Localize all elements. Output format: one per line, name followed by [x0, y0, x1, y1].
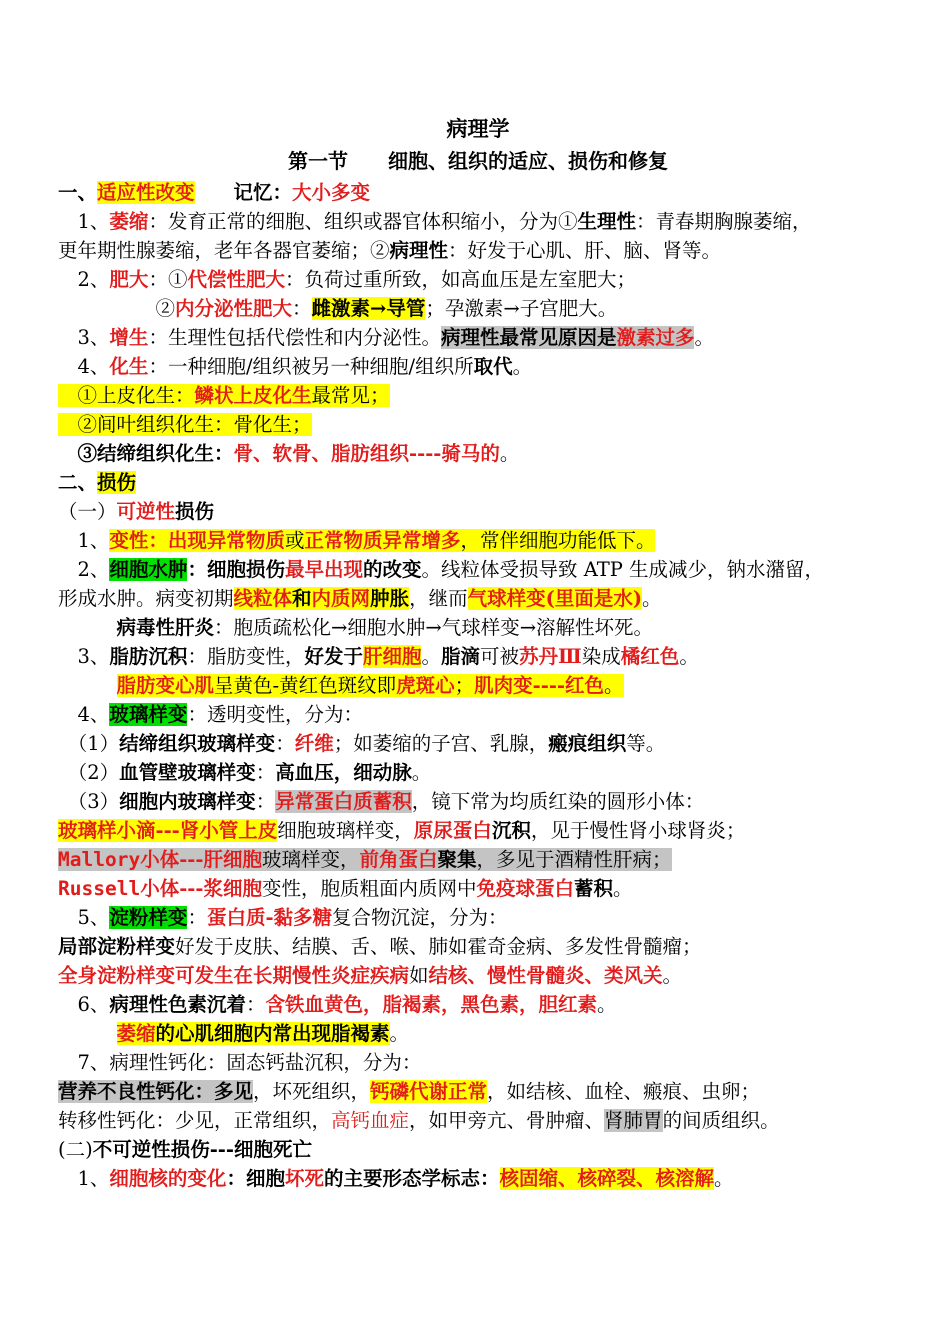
text-run: 3、 [58, 326, 110, 349]
text-run: 气球样变(里面是水) [467, 587, 643, 610]
text-run: Russell [58, 877, 141, 900]
text-run: ；如萎缩的子宫、乳腺， [333, 732, 549, 755]
text-run: ，多见于酒精性肝病； [476, 848, 672, 871]
text-run: ：生理性包括代偿性和内分泌性。 [148, 326, 441, 349]
text-line [58, 468, 898, 497]
text-line [58, 352, 898, 381]
text-run [58, 1022, 117, 1045]
text-run: 蓄积 [574, 877, 614, 900]
text-line [58, 671, 898, 700]
text-run: 血管壁玻璃样变 [119, 761, 256, 784]
text-line [58, 555, 898, 584]
text-run: 肾肺胃 [604, 1109, 663, 1132]
text-run: 线粒体 [233, 587, 293, 610]
text-run: ： [226, 1167, 246, 1190]
text-run: 细胞 [245, 1167, 285, 1190]
text-run: 。 [512, 355, 533, 378]
text-line [58, 787, 898, 816]
text-line [58, 642, 898, 671]
text-run: 大小多变 [292, 181, 371, 204]
text-run: 病理性 [389, 239, 449, 262]
text-run: 肌肉变----红色 [474, 674, 605, 697]
page-title: 病理学 [446, 116, 510, 141]
text-run: 2、 [58, 268, 110, 291]
text-line [58, 294, 898, 323]
text-run: ，如甲旁亢、骨肿瘤、 [409, 1109, 605, 1132]
text-run: 变性：出现异常物质 [109, 529, 285, 552]
text-run: 不可逆性损伤---细胞死亡 [92, 1138, 312, 1161]
text-run: 细胞玻璃样变， [277, 819, 414, 842]
text-run: 正常物质异常增多 [304, 529, 461, 552]
text-line [58, 584, 898, 613]
text-run: 。 [642, 587, 662, 610]
text-run: 4、 [58, 703, 110, 726]
text-run: 肝细胞 [203, 848, 262, 871]
text-run: 高血压，细动脉 [275, 761, 412, 784]
text-run: 肝细胞 [362, 645, 422, 668]
text-run: 4、 [58, 355, 110, 378]
text-run: 等。 [626, 732, 666, 755]
text-run: 和 [292, 587, 312, 610]
text-line [58, 903, 898, 932]
text-run: 。 [604, 674, 624, 697]
text-run: 橘红色 [620, 645, 680, 668]
text-line [58, 758, 898, 787]
text-run: （2） [58, 761, 120, 784]
text-run: 细胞内玻璃样变 [119, 790, 256, 813]
text-line [58, 526, 898, 555]
text-line [58, 265, 898, 294]
text-run: 小体--- [140, 877, 204, 900]
text-run: 纤维 [294, 732, 334, 755]
text-run: 如 [409, 964, 429, 987]
text-run: 。 [679, 645, 699, 668]
text-run: 细胞核的变化 [109, 1167, 227, 1190]
text-line [58, 497, 898, 526]
text-run: 二、 [58, 471, 98, 494]
text-run: 。 [499, 442, 520, 465]
text-run: ①上皮化生： [58, 384, 195, 407]
text-line [58, 1135, 898, 1164]
text-run: 高钙血症 [331, 1109, 410, 1132]
text-run: ：胞质疏松化→细胞水肿→气球样变→溶解性坏死。 [214, 616, 654, 639]
text-line [58, 1106, 898, 1135]
text-run: 损伤 [175, 500, 215, 523]
text-run: 。 [662, 964, 683, 987]
text-run: 的心肌细胞内常出现脂褐素 [155, 1022, 390, 1045]
text-run: 转移性钙化：少见，正常组织， [58, 1109, 332, 1132]
text-run: 。 [714, 1167, 734, 1190]
text-run: 细胞水肿 [109, 558, 188, 581]
text-run: 雌激素→导管 [311, 297, 426, 320]
text-run: ： [187, 558, 207, 581]
text-run: 1、 [58, 529, 110, 552]
text-run: 取代 [473, 355, 513, 378]
text-line [58, 990, 898, 1019]
text-run: ，坏死组织， [253, 1080, 371, 1103]
text-run: （3） [58, 790, 120, 813]
text-run: 玻璃样变 [109, 703, 188, 726]
text-run: 5、 [58, 906, 110, 929]
text-run: Mallory [58, 848, 141, 871]
text-run: ② [58, 297, 176, 320]
text-run: 脂肪变心肌 [116, 674, 215, 697]
text-run: 增生 [109, 326, 149, 349]
text-line [58, 845, 898, 874]
text-run: 3、 [58, 645, 110, 668]
text-line [58, 236, 898, 265]
text-run: ：透明变性，分为： [187, 703, 363, 726]
text-line [58, 932, 898, 961]
text-line [58, 874, 898, 903]
text-line [58, 381, 898, 410]
text-run: 病毒性肝炎 [116, 616, 215, 639]
text-run: ：一种细胞/组织被另一种细胞/组织所 [148, 355, 474, 378]
text-run: 核固缩、核碎裂、核溶解 [499, 1167, 715, 1190]
text-run: ： [292, 297, 312, 320]
section-title: 第一节 细胞、组织的适应、损伤和修复 [288, 149, 668, 173]
text-run: 结缔组织玻璃样变 [119, 732, 276, 755]
text-line [58, 1019, 898, 1048]
text-line [58, 323, 898, 352]
text-run: 记忆： [194, 181, 293, 204]
text-run: 损伤 [97, 471, 137, 494]
text-run: 生理性 [577, 210, 636, 233]
text-run: 内质网 [311, 587, 371, 610]
text-run [58, 616, 117, 639]
text-run: 的间质组织。 [662, 1109, 780, 1132]
text-run: 好发于皮肤、结膜、舌、喉、肺如霍奇金病、多发性骨髓瘤； [175, 935, 702, 958]
text-run: 适应性改变 [97, 181, 195, 204]
text-run: 原尿蛋白 [413, 819, 492, 842]
text-run: 可逆性 [116, 500, 176, 523]
text-line [58, 1164, 898, 1193]
text-run: 结核、慢性骨髓炎、类风关 [428, 964, 663, 987]
text-run: 玻璃样小滴---肾小管上皮 [58, 819, 278, 842]
text-run: 鳞状上皮化生 [194, 384, 312, 407]
text-run: 。 [389, 1022, 410, 1045]
text-line [58, 410, 898, 439]
text-run: 代偿性肥大 [187, 268, 285, 291]
text-run: ，如结核、血栓、瘢痕、虫卵； [487, 1080, 761, 1103]
text-run: ： [255, 761, 276, 784]
text-run: 瘢痕组织 [548, 732, 627, 755]
text-run: 脂肪沉积 [109, 645, 188, 668]
text-run: 染成 [581, 645, 621, 668]
text-run: 。 [421, 645, 441, 668]
text-run: 最早出现 [284, 558, 363, 581]
text-run: 。 [613, 877, 633, 900]
document-body [58, 178, 898, 1193]
text-run: 聚集 [437, 848, 477, 871]
text-run: 形成水肿。病变初期 [58, 587, 234, 610]
text-run: 异常蛋白质蓄积 [275, 790, 412, 813]
text-run: 7、病理性钙化：固态钙盐沉积，分为： [58, 1051, 422, 1074]
text-run: ： [187, 906, 207, 929]
text-run: ： [275, 732, 295, 755]
text-run: 好发于 [304, 645, 363, 668]
text-run: 1、 [58, 210, 110, 233]
text-run: 。 [411, 761, 432, 784]
text-line [58, 439, 898, 468]
text-run: 前角蛋白 [359, 848, 438, 871]
text-run: 1、 [58, 1167, 110, 1190]
text-run: 的改变 [362, 558, 422, 581]
text-run: ，见于慢性肾小球肾炎； [530, 819, 746, 842]
text-run: ②间叶组织化生：骨化生； [58, 413, 312, 436]
text-run: 的主要形态学标志： [323, 1167, 500, 1190]
text-line [58, 961, 898, 990]
text-run: 小体--- [140, 848, 204, 871]
text-run: ； [454, 674, 475, 697]
text-run: 病理性色素沉着 [109, 993, 246, 1016]
text-run: 可被 [480, 645, 520, 668]
text-run: ：脂肪变性， [187, 645, 305, 668]
text-run: ；孕激素→子宫肥大。 [425, 297, 618, 320]
text-run: 激素过多 [616, 326, 695, 349]
text-line [58, 207, 898, 236]
text-run: 肥大 [109, 268, 149, 291]
text-run: 局部淀粉样变 [58, 935, 176, 958]
document-page [58, 112, 898, 1193]
text-run: 淀粉样变 [109, 906, 188, 929]
text-run: 钙磷代谢正常 [370, 1080, 488, 1103]
text-line [58, 1048, 898, 1077]
text-run: 或 [284, 529, 305, 552]
text-line [58, 816, 898, 845]
text-run: 免疫球蛋白 [476, 877, 575, 900]
text-run: 萎缩 [116, 1022, 156, 1045]
text-run: 。 [694, 326, 714, 349]
text-line [58, 700, 898, 729]
text-run: ，常伴细胞功能低下。 [460, 529, 656, 552]
text-run: 浆细胞 [203, 877, 262, 900]
text-run [58, 674, 117, 697]
text-run: 细胞损伤 [206, 558, 285, 581]
text-run: ：好发于心肌、肝、脑、肾等。 [448, 239, 722, 262]
text-run: 虎斑心 [396, 674, 455, 697]
text-run: 全身淀粉样变可发生在长期慢性炎症疾病 [58, 964, 410, 987]
text-run: ：① [148, 268, 188, 291]
text-line [58, 613, 898, 642]
text-run: 。 [596, 993, 617, 1016]
text-run: ： [255, 790, 276, 813]
text-run: 肿胀 [370, 587, 410, 610]
text-run: 苏丹Ⅲ [519, 645, 582, 668]
text-run: 化生 [109, 355, 149, 378]
text-run: 蛋白质-黏多糖 [206, 906, 333, 929]
text-run: 玻璃样变， [261, 848, 360, 871]
text-run: ③结缔组织化生： [58, 442, 234, 465]
text-run: ：负荷过重所致，如高血压是左室肥大； [284, 268, 636, 291]
text-run: 复合物沉淀，分为： [332, 906, 508, 929]
text-run: 内分泌性肥大 [175, 297, 293, 320]
text-run: （1） [58, 732, 120, 755]
text-run: (二) [58, 1138, 93, 1161]
text-run: ： [245, 993, 266, 1016]
text-run: 最常见； [311, 384, 390, 407]
text-run: ，镜下常为均质红染的圆形小体： [411, 790, 705, 813]
text-run: 萎缩 [109, 210, 149, 233]
text-line [58, 178, 898, 207]
text-run: 病理性最常见原因是 [440, 326, 617, 349]
text-run: 脂滴 [441, 645, 481, 668]
text-run: ：青春期胸腺萎缩， [635, 210, 812, 233]
text-line [58, 1077, 898, 1106]
text-run: 2、 [58, 558, 110, 581]
text-run: 更年期性腺萎缩，老年各器官萎缩；② [58, 239, 390, 262]
text-run: 呈黄色-黄红色斑纹即 [214, 674, 397, 697]
text-run: 营养不良性钙化：多见 [58, 1080, 254, 1103]
text-run: 沉积 [491, 819, 531, 842]
text-line [58, 729, 898, 758]
text-run: 坏死 [284, 1167, 324, 1190]
text-run: 一、 [58, 181, 98, 204]
text-run: （一） [58, 500, 117, 523]
text-run: 含铁血黄色，脂褐素，黑色素，胆红素 [265, 993, 597, 1016]
text-run: 变性，胞质粗面内质网中 [261, 877, 477, 900]
text-run: ，继而 [409, 587, 468, 610]
text-run: ：发育正常的细胞、组织或器官体积缩小，分为① [148, 210, 578, 233]
text-run: 6、 [58, 993, 110, 1016]
text-run: 。线粒体受损导致 ATP 生成减少，钠水潴留， [421, 558, 825, 581]
text-run: 骨、软骨、脂肪组织----骑马的 [233, 442, 500, 465]
